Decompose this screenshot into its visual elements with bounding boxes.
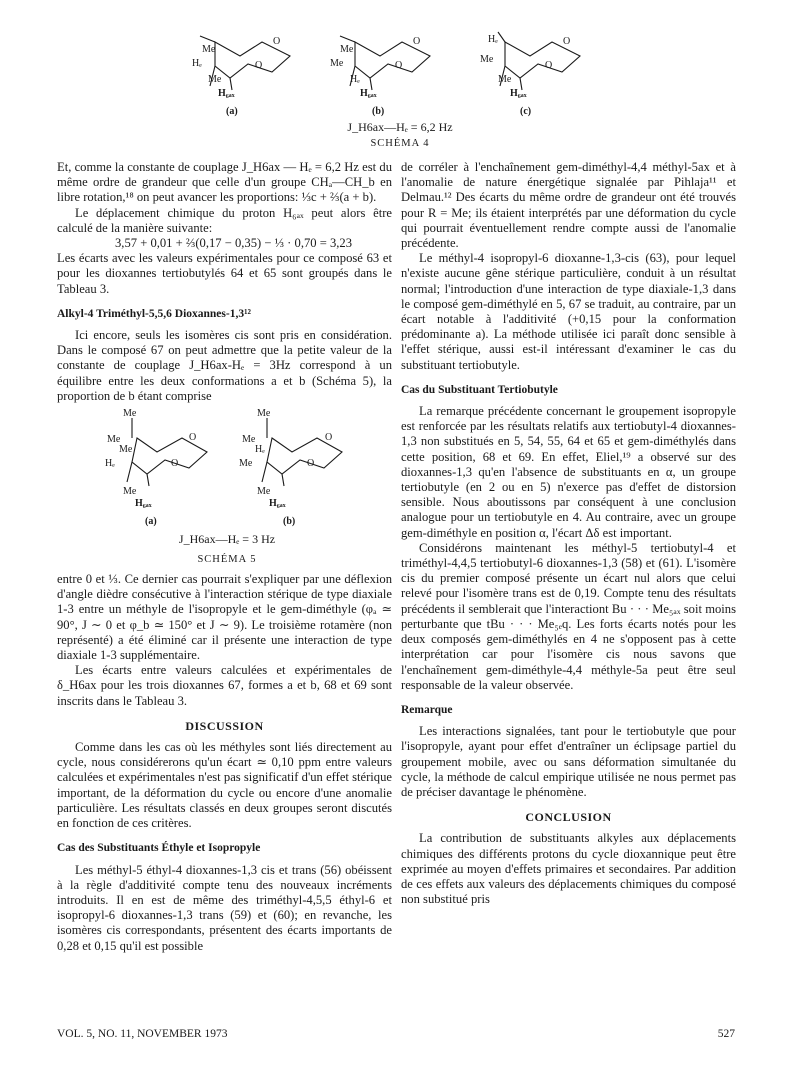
scheme5-label-a: (a) (145, 516, 157, 528)
scheme5-a-sub-6: H₆ₐₓ (135, 498, 152, 510)
scheme5-coupling: J_H6ax—Hₑ = 3 Hz (178, 532, 276, 547)
scheme4-a-ring-o2: O (255, 60, 263, 71)
scheme5-a-sub-4: Hₑ (105, 458, 115, 470)
section-heading-conclusion: CONCLUSION (525, 810, 612, 825)
scheme4-a-sub-2: Hₑ (192, 58, 202, 69)
scheme4-b-ring-o1: O (413, 36, 421, 47)
scheme4-b-sub-1: Me (340, 44, 354, 55)
scheme4-label-c: (c) (520, 106, 532, 117)
scheme-5 (57, 408, 392, 570)
scheme5-b-sub-5: Me (257, 486, 271, 498)
right-paragraph-4: Considérons maintenant les méthyl-5 tertiobutyl-4 et triméthyl-4,4,5 tertiobutyl-6 dioxannes-1,3 (58) et (61). L'isomère cis du premier composé présente un écart nul alors que celui relevé pour l'isomère trans est de 0,19. Compte tenu des résultats précédents il semblerait que l'interactiont Bu · · · Me₅ₐₓ soit moins perturbante que tBu · · · Me₅ₑq. Les forts écarts notés pour les deux composés gem-diméthylés en 4 ne s'opposent pas à cette interprétation car pour l'isomère cis nous savons que l'enchaînement gem-diméthyle-4,4 méthyle-5a peut être seul responsable de la valeur observée. (401, 540, 736, 692)
right-column (401, 160, 736, 907)
journal-volume: VOL. 5, NO. 11, NOVEMBER 1973 (57, 1028, 228, 1040)
section-heading-alkyl: Alkyl-4 Triméthyl-5,5,6 Dioxannes-1,3¹² (57, 307, 251, 320)
scheme4-label-b: (b) (372, 106, 385, 117)
right-paragraph-5: Les interactions signalées, tant pour le tertiobutyle que pour l'isopropyle, ayant pour effet d'entraîner un éclipsage partiel du groupement mobile, avec ou sans déformation simultanée du cycle, la méthode de calcul empirique utilisée ne nous permet pas de préciser davantage le phénomène. (401, 724, 736, 799)
left-paragraph-8: Les méthyl-5 éthyl-4 dioxannes-1,3 cis et trans (56) obéissent à la règle d'additivité compte tenu des nouveaux incréments introduits. Il en est de même des triméthyl-4,5,5 éthyl-6 et isopropyl-6 dioxannes-1,3 trans (59) et (60); en revanche, les isomères cis correspondants, présentent des écarts importants de 0,28 et 0,15 qu'il est possible (57, 862, 392, 953)
left-paragraph-5: entre 0 et ⅓. Ce dernier cas pourrait s'expliquer par une déflexion d'angle dièdre consécutive à l'interaction stérique de type diaxiale 1-3 entre un méthyle de l'isopropyle et le gem-diméthyle (φₐ ≃ 90°, J ∼ 0 et φ_b ≃ 150° et J ∼ 9). Le troisième rotamère (non représenté) a été éliminé car il présente une interaction de type diaxiale 1-3 supplémentaire. (57, 572, 392, 663)
left-paragraph-1: Et, comme la constante de couplage J_H6ax — Hₑ = 6,2 Hz est du même ordre de grandeur que celle d'un groupe CHₐ—CH_b en libre rotation,¹⁸ on peut avancer les proportions: ⅓c + ⅔(a + b). (57, 160, 392, 205)
right-paragraph-1: de corréler à l'enchaînement gem-diméthyl-4,4 méthyl-5ax et à l'anomalie de nature énergétique signalée par Pihlaja¹¹ et Delmau.¹² Des écarts du même ordre de grandeur ont été trouvés pour R = Me; ils étaient interprétés par une déformation du cycle qui pourrait éventuellement rendre compte aussi de l'anomalie précédente. (401, 160, 736, 251)
right-paragraph-6: La contribution de substituants alkyles aux déplacements chimiques des différents protons du cycle dioxannique peut être exprimée au moyen d'effets primaires et secondaires. Par addition de ces effets aux valeurs des déplacements chimiques du composé non substitué pris (401, 831, 736, 907)
scheme4-c-sub-4: H₆ₐₓ (510, 88, 527, 99)
scheme5-b-ring-o2: O (307, 458, 315, 470)
scheme4-a-ring-o1: O (273, 36, 281, 47)
scheme-4-labels (180, 28, 620, 124)
scheme5-b-sub-1: Me (257, 408, 271, 420)
scheme-4 (180, 28, 620, 150)
scheme5-b-sub-4: Me (239, 458, 253, 470)
scheme5-a-sub-5: Me (123, 486, 137, 498)
left-column (57, 160, 392, 954)
left-paragraph-2: Le déplacement chimique du proton H₆ₐₓ peut alors être calculé de la manière suivante: (57, 205, 392, 235)
scheme4-c-ring-o1: O (563, 36, 571, 47)
scheme5-b-ring-o1: O (325, 432, 333, 444)
scheme5-a-ring-o2: O (171, 458, 179, 470)
scheme5-label-b: (b) (283, 516, 296, 528)
scheme5-a-sub-3: Me (119, 444, 133, 456)
scheme4-b-sub-4: H₆ₐₓ (360, 88, 377, 99)
chemical-shift-formula: 3,57 + 0,01 + ⅔(0,17 − 0,35) − ⅓ · 0,70 = 3,23 (115, 236, 352, 251)
left-paragraph-6: Les écarts entre valeurs calculées et expérimentales de δ_H6ax pour les trois dioxannes 67, formes a et b, 68 et 69 sont inscrits dans le Tableau 3. (57, 663, 392, 708)
scheme5-b-sub-6: H₆ₐₓ (269, 498, 286, 510)
scheme4-b-sub-2: Me (330, 58, 344, 69)
scheme5-a-sub-1: Me (123, 408, 137, 420)
left-paragraph-4: Ici encore, seuls les isomères cis sont pris en considération. Dans le composé 67 on peut admettre que la petite valeur de la constante de couplage J_H6ax-Hₑ = 3Hz correspond à un équilibre entre les deux conformations a et b (Schéma 5), la proportion de b étant comprise (57, 328, 392, 403)
scheme4-c-sub-2: Me (480, 54, 494, 65)
right-paragraph-3: La remarque précédente concernant le groupement isopropyle est renforcée par les résultats relatifs aux tertiobutyl-4 dioxannes-1,3 non substitués en 5, 54, 55, 64 et 65 et gem-diméthylés dans cette position, 68 et 69. En effet, Eliel,¹⁹ a observé sur des dioxannes-1,3 qu'en l'absence de substituants en α, un groupe tertiobutyle (en 2 ou en 5) n'exerce pas d'effet de distorsion sensible. Nous aboutissons par conséquent à une conclusion analogue pour un tertiobutyle en 4. Au contraire, avec un groupe gem-diméthyle en position α, l'écart Δδ est important. (401, 404, 736, 540)
section-heading-ethyl: Cas des Substituants Éthyle et Isopropyle (57, 842, 261, 855)
section-heading-discussion: DISCUSSION (185, 718, 264, 733)
scheme4-a-sub-1: Me (202, 44, 216, 55)
scheme4-coupling: J_H6ax—Hₑ = 6,2 Hz (347, 120, 453, 134)
page-number: 527 (717, 1028, 735, 1040)
scheme4-b-ring-o2: O (395, 60, 403, 71)
left-paragraph-3: Les écarts avec les valeurs expérimentales pour ce composé 63 et pour les dioxannes tertiobutylés 64 et 65 sont groupés dans le Tableau 3. (57, 251, 392, 296)
scheme5-a-sub-2: Me (107, 434, 121, 446)
section-heading-remarque: Remarque (401, 703, 453, 716)
scheme4-c-ring-o2: O (545, 60, 553, 71)
scheme4-a-sub-4: H₆ₐₓ (218, 88, 235, 99)
left-paragraph-7: Comme dans les cas où les méthyles sont liés directement au cycle, nous considérerons qu'un écart ≃ 0,10 ppm entre valeurs calculées et expérimentales n'est pas significatif d'un effet stérique important, de la déformation du cycle ou encore d'une anomalie particulière. Les résultats classés en deux groupes seront discutés en fonction de ces critères. (57, 740, 392, 831)
scheme4-c-sub-3: Me (498, 74, 512, 85)
scheme5-a-ring-o1: O (189, 432, 197, 444)
scheme4-a-sub-3: Me (208, 74, 222, 85)
scheme4-b-sub-3: Hₑ (350, 74, 360, 85)
scheme5-b-sub-3: Hₑ (255, 444, 265, 456)
scheme5-caption: SCHÉMA 5 (197, 554, 257, 566)
scheme4-caption: SCHÉMA 4 (370, 138, 430, 149)
scheme5-b-sub-2: Me (242, 434, 256, 446)
right-paragraph-2: Le méthyl-4 isopropyl-6 dioxanne-1,3-cis (63), pour lequel n'existe aucune gêne stérique particulière, conduit à un résultat normal; l'introduction d'une interaction de type diaxiale-1,3 dans le composé gem-diméthylé en 5, 67 se traduit, au contraire, par un écart notable à l'additivité (+0,15 pour la conformation prédominante a). La méthode utilisée ici paraît donc sensible à l'effet stérique, aussi est-il intéressant d'examiner le cas du substituant tertiobutyle. (401, 251, 736, 372)
section-heading-tertiobutyl: Cas du Substituant Tertiobutyle (401, 383, 558, 396)
scheme4-c-sub-1: Hₑ (488, 34, 498, 45)
scheme4-label-a: (a) (226, 106, 238, 117)
